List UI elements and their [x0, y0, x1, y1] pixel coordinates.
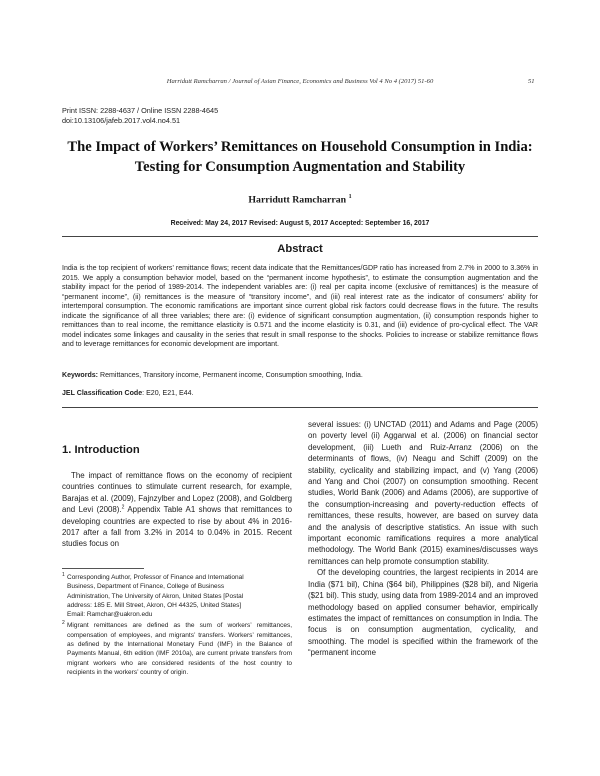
bottom-rule: [62, 407, 538, 408]
issn-line: Print ISSN: 2288-4637 / Online ISSN 2288-4645: [62, 106, 219, 115]
doi-line: doi:10.13106/jafeb.2017.vol4.no4.51: [62, 116, 181, 125]
intro-heading: 1. Introduction: [62, 444, 140, 456]
abstract-heading: Abstract: [277, 243, 323, 255]
footnote-rule: [62, 568, 144, 569]
abstract-text: India is the top recipient of workers’ remittance flows; recent data indicate that the Remittances/GDP ratio has increased from 2.7% in 2000 to 3.36% in 2015. We apply a consumption behavior model, based on the “permanent income hypothesis”, to estimate the consumption augmentation and the stability impact for the period of 1989-2014. The independent variables are: (i) real per capita income (exclusive of remittances) is the measure of “permanent income”, (ii) remittances is the measure of “transitory income”, and (iii) real interest rate as the indicator of consumers’ ability for intertemporal consumption. The economic ramifications are important since current global risk factors could decrease flows in the future. The results indicate the significance of all three variables; there are: (i) evidence of significant consumption augmentation, (ii) consumption responds higher to remittances than to real income, the remittance elasticity is 0.571 and the income elasticity is 0.31, and (iii) evidence of pro-cyclical effect. The VAR model indicates some linkages and causality in the series that result in small response to the shocks. Policies to increase or stabilize remittance flows and to leverage remittances for economic development are important.: [62, 265, 538, 349]
keywords-text: Remittances, Transitory income, Permanent income, Consumption smoothing, India.: [100, 372, 363, 379]
author-line: [0, 194, 600, 205]
page-number: 51: [528, 78, 535, 85]
intro-text-b: Appendix Table A1 shows that remittances to developing countries are expected to rise by about 4% in 2016-2017 after a fall from 3.2% in 2014 to 0.04% in 2015. Recent studies focus on: [62, 505, 292, 549]
author-name: Harridutt Ramcharran: [248, 194, 347, 206]
footnote-1-mark: 1: [62, 572, 65, 578]
title-line-2: Testing for Consumption Augmentation and Stability: [134, 159, 466, 175]
footnote-1-line: Administration, The University of Akron, United States [Postal: [67, 592, 244, 600]
intro-text-a: The impact of remittance flows on the economy of recipient countries continues to stimulate current research, for example, Barajas et al. (2009), Fajnzylber and Lopez (2008), and Goldberg and Levi (2008).: [62, 471, 292, 515]
footnote-2-mark: 2: [62, 620, 65, 627]
running-head: Harridutt Ramcharran / Journal of Asian Finance, Economics and Business Vol 4 No 4 (2017) 51-60: [166, 78, 434, 85]
keywords-label: Keywords:: [62, 372, 99, 379]
footnote-1-line: address: 185 E. Mill Street, Akron, OH 44325, United States]: [67, 601, 242, 609]
paper-title: [50, 137, 550, 177]
intro-right-column: [308, 419, 538, 659]
intro-paragraph-2: several issues: (i) UNCTAD (2011) and Adams and Page (2005) on poverty level (ii) Aggarwal et al. (2006) on financial sector development, (iii) Lueth and Ruiz-Arranz (2006) on the determinants of flows, (iv) Neagu and Schiff (2009) on the stability, cyclicality and stabilizing impact, and (v) Yang (2006) and Yang and Choi (2007) on consumption smoothing. Recent studies, World Bank (2006) and Adams (2006), are supportive of the consumption-increasing and poverty-reduction effects of remittances, these results, however, are based on survey data and the analysis of descriptive statistics. An issue with such important economic ramifications requires a more analytical methodology. The World Bank (2015) examines/discusses ways remittances can help promote consumption stability.: [308, 420, 538, 566]
keywords: [62, 372, 538, 379]
footnotes: [62, 573, 292, 679]
intro-paragraph-1: [62, 470, 292, 550]
footnote-2: [62, 621, 292, 677]
author-footnote-mark: 1: [348, 194, 352, 200]
jel-codes: [62, 390, 538, 397]
intro-left-column: [62, 470, 292, 550]
footnote-2-text: Migrant remittances are defined as the sum of workers’ remittances, compensation of employees, and migrants’ transfers. Workers’ remittances, as defined by the International Monetary Fund (IMF) in the Balance of Payments Manual, 6th edition (IMF 2010a), are current private transfers from migrant workers who are considered residents of the host country to recipients in the workers’ country of origin.: [67, 622, 292, 676]
jel-text: : E20, E21, E44.: [142, 390, 194, 397]
footnote-1: [62, 573, 292, 619]
intro-paragraph-3: Of the developing countries, the largest recipients in 2014 are India ($71 bil), China ($64 bil), Philippines ($28 bil), and Nigeria ($21 bil). This study, using data from 1989-2014 and an improved methodology based on applied consumer behavior, empirically estimates the impact of remittances on consumption in India. The focus is on consumption augmentation, cyclicality, and smoothing. The model is specified within the framework of the “permanent income: [308, 568, 538, 658]
issn-block: [62, 106, 218, 126]
jel-label: JEL Classification Code: [62, 390, 143, 397]
top-rule: [62, 236, 538, 237]
footnote-1-line: Business, Department of Finance, College of Business: [67, 583, 225, 591]
footnote-1-line: Corresponding Author, Professor of Finance and International: [67, 574, 244, 581]
received-dates: Received: May 24, 2017 Revised: August 5, 2017 Accepted: September 16, 2017: [170, 220, 430, 227]
footnote-ref-2: 2: [121, 504, 125, 511]
title-line-1: The Impact of Workers’ Remittances on Household Consumption in India:: [67, 139, 533, 155]
footnote-1-email: Email: Ramchar@uakron.edu: [67, 611, 153, 619]
